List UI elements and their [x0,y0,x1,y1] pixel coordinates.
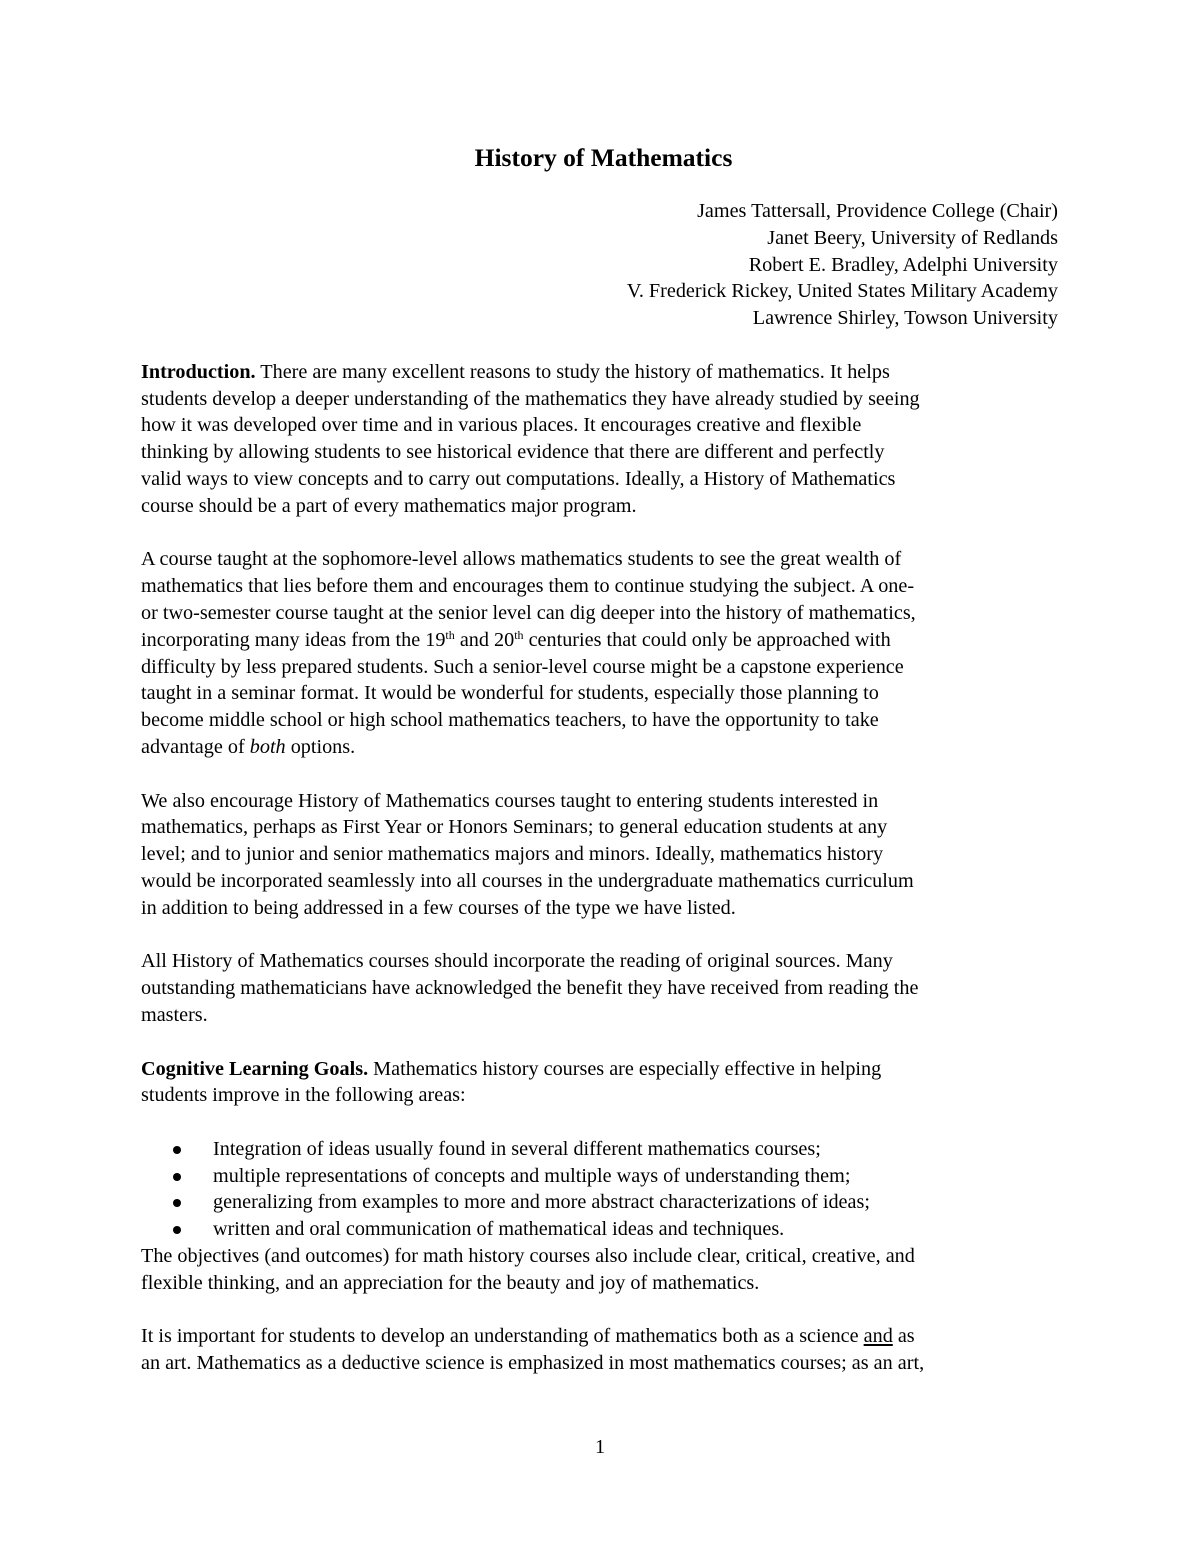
superscript: th [514,627,524,642]
list-item-text: generalizing from examples to more and more abstract characterizations of ideas; [213,1191,870,1214]
author-line: Janet Beery, University of Redlands [767,226,1058,249]
document-title: History of Mathematics [474,143,733,172]
text-line: an art. Mathematics as a deductive science is emphasized in most mathematics courses; as an art, [141,1352,925,1375]
text-line: course should be a part of every mathematics major program. [141,494,637,517]
learning-goals-section [141,1056,1066,1110]
text-line [141,1056,1066,1083]
list-item-text: written and oral communication of mathematical ideas and techniques. [213,1218,785,1241]
page-number: 1 [594,1436,606,1458]
text-line: masters. [141,1003,208,1026]
text-span: and 20 [454,628,515,651]
text-line: We also encourage History of Mathematics courses taught to entering students interested in [141,789,879,812]
text-line [141,734,1066,761]
text-span: There are many excellent reasons to study the history of mathematics. It helps [255,360,890,383]
text-line: The objectives (and outcomes) for math history courses also include clear, critical, creative, and [141,1245,915,1268]
text-span: advantage of [141,735,250,758]
text-span: options. [285,735,356,758]
list-item [173,1163,1066,1190]
text-line: students develop a deeper understanding of the mathematics they have already studied by seeing [141,387,920,410]
original-sources-paragraph [141,948,1066,1028]
text-line [141,359,1066,386]
text-line: or two-semester course taught at the senior level can dig deeper into the history of mathematics, [141,601,916,624]
text-line: taught in a seminar format. It would be wonderful for students, especially those planning to [141,682,879,705]
science-art-paragraph [141,1323,1066,1377]
text-line: difficulty by less prepared students. Such a senior-level course might be a capstone experience [141,655,904,678]
text-span: centuries that could only be approached with [523,628,891,651]
superscript: th [445,627,455,642]
text-span: incorporating many ideas from the 19 [141,628,446,651]
author-line: James Tattersall, Providence College (Chair) [697,200,1058,222]
list-item [173,1216,1066,1243]
audiences-paragraph [141,788,1066,922]
text-line [141,1323,1066,1350]
document-body [141,138,1066,1377]
text-span: It is important for students to develop an understanding of mathematics both as a science [141,1325,864,1348]
course-levels-paragraph [141,546,1066,760]
author-line: V. Frederick Rickey, United States Military Academy [626,280,1058,303]
goals-list [141,1136,1066,1243]
author-line: Lawrence Shirley, Towson University [752,307,1058,330]
intro-paragraph [141,359,1066,520]
text-line [141,627,1066,654]
text-line: become middle school or high school mathematics teachers, to have the opportunity to take [141,709,879,732]
text-line: valid ways to view concepts and to carry out computations. Ideally, a History of Mathematics [141,467,896,490]
text-line: mathematics that lies before them and encourages them to continue studying the subject. A one- [141,575,915,598]
text-line: students improve in the following areas: [141,1084,466,1107]
list-item-text: multiple representations of concepts and multiple ways of understanding them; [213,1164,851,1187]
text-span: Mathematics history courses are especially effective in helping [368,1057,882,1080]
bullet-icon [173,1146,181,1154]
bullet-icon [173,1226,181,1234]
text-line: in addition to being addressed in a few courses of the type we have listed. [141,896,736,919]
author-list [141,198,1066,332]
list-item-text: Integration of ideas usually found in several different mathematics courses; [213,1137,821,1160]
intro-heading: Introduction. [141,360,256,383]
underlined-text: and [863,1325,893,1348]
goals-heading: Cognitive Learning Goals. [141,1057,369,1080]
bullet-icon [173,1173,181,1181]
text-line: mathematics, perhaps as First Year or Honors Seminars; to general education students at any [141,816,888,839]
list-item [173,1189,1066,1216]
bullet-icon [173,1199,181,1207]
emphasis-text: both [249,735,286,758]
text-line: thinking by allowing students to see historical evidence that there are different and perfectly [141,441,885,464]
text-line: A course taught at the sophomore-level allows mathematics students to see the great wealth of [141,548,902,571]
author-line: Robert E. Bradley, Adelphi University [748,253,1058,276]
text-line: would be incorporated seamlessly into all courses in the undergraduate mathematics curriculum [141,869,914,892]
text-line: level; and to junior and senior mathematics majors and minors. Ideally, mathematics history [141,843,884,866]
text-span: as [892,1325,915,1348]
list-item [173,1136,1066,1163]
text-line: All History of Mathematics courses should incorporate the reading of original sources. Many [141,950,893,973]
text-line: outstanding mathematicians have acknowledged the benefit they have received from reading the [141,977,919,1000]
text-line: flexible thinking, and an appreciation for the beauty and joy of mathematics. [141,1271,760,1294]
text-line: how it was developed over time and in various places. It encourages creative and flexible [141,414,862,437]
